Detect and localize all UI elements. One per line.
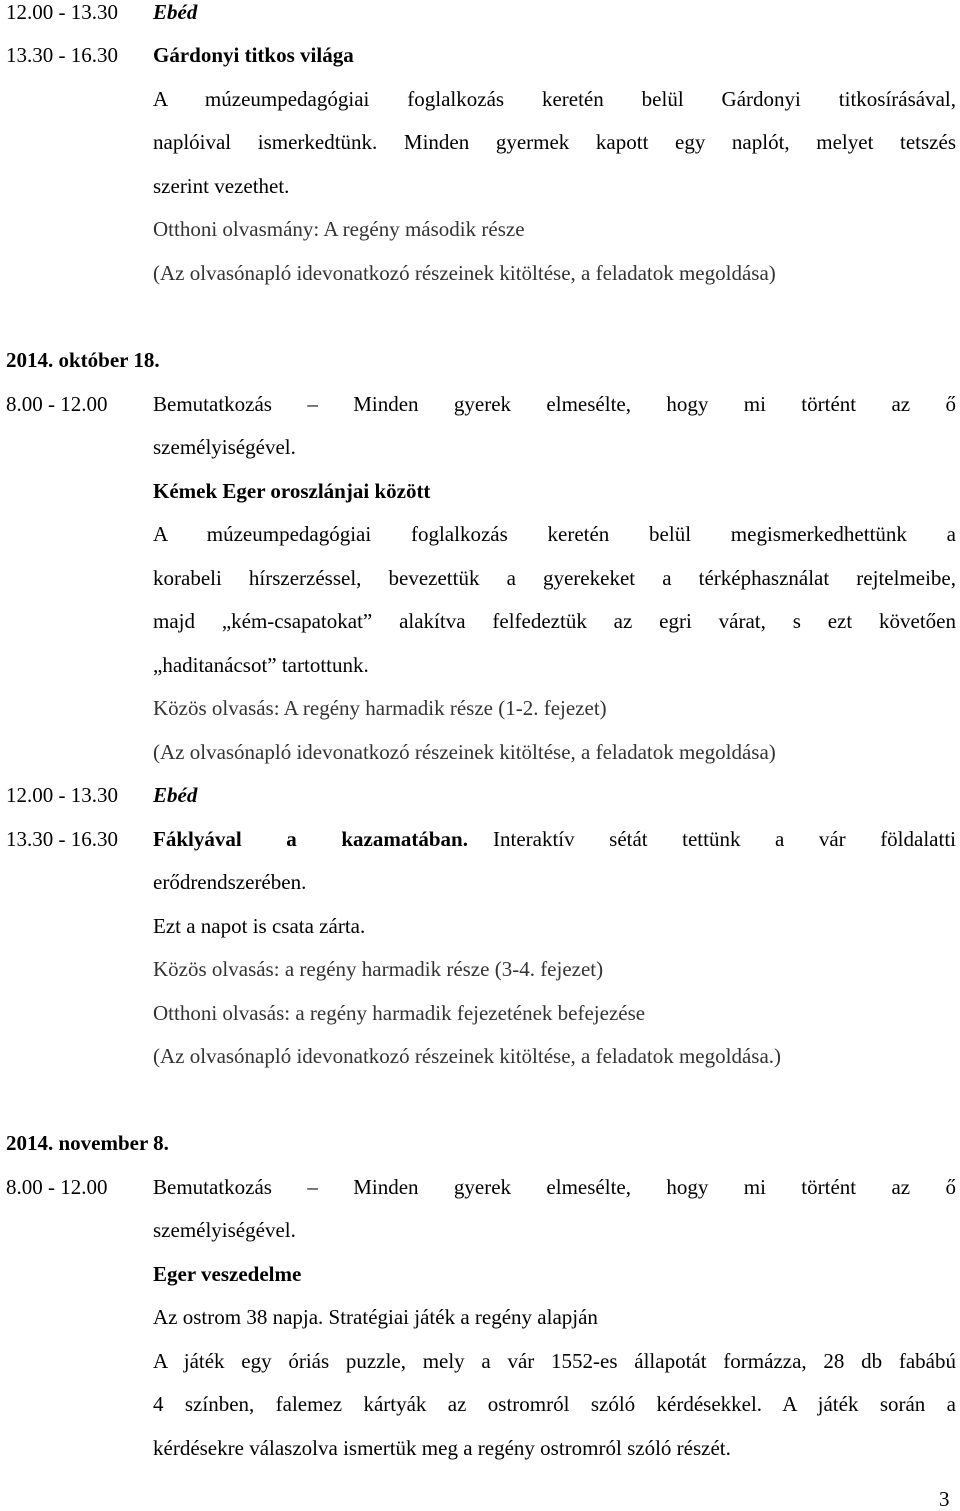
reading-assignment: Otthoni olvasás: a regény harmadik fejezetének befejezése — [153, 1001, 646, 1025]
reading-note: (Az olvasónapló idevonatkozó részeinek kitöltése, a feladatok megoldása) — [153, 261, 776, 285]
paragraph-line: majd „kém-csapatokat” alakítva felfedeztük az egri várat, s ezt követően — [153, 609, 956, 633]
schedule-time: 12.00 - 13.30 — [6, 0, 118, 24]
word: a — [286, 827, 297, 851]
paragraph-line: A múzeumpedagógiai foglalkozás keretén belül Gárdonyi titkosírásával, — [153, 87, 956, 111]
word: földalatti — [880, 827, 956, 851]
reading-assignment: Közös olvasás: A regény harmadik része (1-2. fejezet) — [153, 696, 607, 720]
schedule-time: 8.00 - 12.00 — [6, 392, 108, 416]
paragraph-line: szerint vezethet. — [153, 174, 290, 198]
paragraph-line: A múzeumpedagógiai foglalkozás keretén belül megismerkedhettünk a — [153, 522, 956, 546]
reading-assignment: Közös olvasás: a regény harmadik része (3-4. fejezet) — [153, 957, 604, 981]
word: Fáklyával — [153, 827, 242, 851]
session-title: Ebéd — [153, 783, 198, 807]
paragraph-line: korabeli hírszerzéssel, bevezettük a gyerekeket a térképhasználat rejtelmeibe, — [153, 566, 956, 590]
session-title — [153, 827, 468, 851]
date-heading: 2014. október 18. — [6, 348, 160, 372]
paragraph-line: naplóival ismerkedtünk. Minden gyermek kapott egy naplót, melyet tetszés — [153, 130, 956, 154]
paragraph-text — [493, 827, 956, 851]
schedule-time: 12.00 - 13.30 — [6, 783, 118, 807]
paragraph-line: Bemutatkozás – Minden gyerek elmesélte, hogy mi történt az ő — [153, 1175, 956, 1199]
session-title: Eger veszedelme — [153, 1262, 302, 1286]
session-line — [153, 827, 956, 851]
paragraph-line: Ezt a napot is csata zárta. — [153, 914, 366, 938]
paragraph-line: személyiségével. — [153, 435, 296, 459]
reading-assignment: Otthoni olvasmány: A regény második része — [153, 217, 525, 241]
paragraph-line: erődrendszerében. — [153, 870, 307, 894]
word: vár — [818, 827, 846, 851]
word: sétát — [609, 827, 648, 851]
reading-note: (Az olvasónapló idevonatkozó részeinek kitöltése, a feladatok megoldása.) — [153, 1044, 782, 1068]
word: kazamatában. — [341, 827, 468, 851]
schedule-time: 13.30 - 16.30 — [6, 43, 118, 67]
reading-note: (Az olvasónapló idevonatkozó részeinek kitöltése, a feladatok megoldása) — [153, 740, 776, 764]
paragraph-line: Bemutatkozás – Minden gyerek elmesélte, hogy mi történt az ő — [153, 392, 956, 416]
session-title-text — [153, 827, 468, 851]
paragraph-line: A játék egy óriás puzzle, mely a vár 1552-es állapotát formázza, 28 db fabábú — [153, 1349, 956, 1373]
paragraph-line: személyiségével. — [153, 1218, 296, 1242]
date-heading: 2014. november 8. — [6, 1131, 169, 1155]
schedule-time: 13.30 - 16.30 — [6, 827, 118, 851]
paragraph-line — [493, 827, 956, 851]
page-number: 3 — [939, 1487, 950, 1511]
word: Interaktív — [493, 827, 575, 851]
session-title: Gárdonyi titkos világa — [153, 43, 354, 67]
paragraph-line: „haditanácsot” tartottunk. — [153, 653, 369, 677]
session-title: Kémek Eger oroszlánjai között — [153, 479, 431, 503]
word: tettünk — [682, 827, 741, 851]
paragraph-line: 4 színben, falemez kártyák az ostromról szóló kérdésekkel. A játék során a — [153, 1392, 956, 1416]
word: a — [775, 827, 785, 851]
session-title: Ebéd — [153, 0, 198, 24]
paragraph-line: Az ostrom 38 napja. Stratégiai játék a regény alapján — [153, 1305, 598, 1329]
schedule-time: 8.00 - 12.00 — [6, 1175, 108, 1199]
paragraph-line: kérdésekre válaszolva ismertük meg a regény ostromról szóló részét. — [153, 1436, 731, 1460]
